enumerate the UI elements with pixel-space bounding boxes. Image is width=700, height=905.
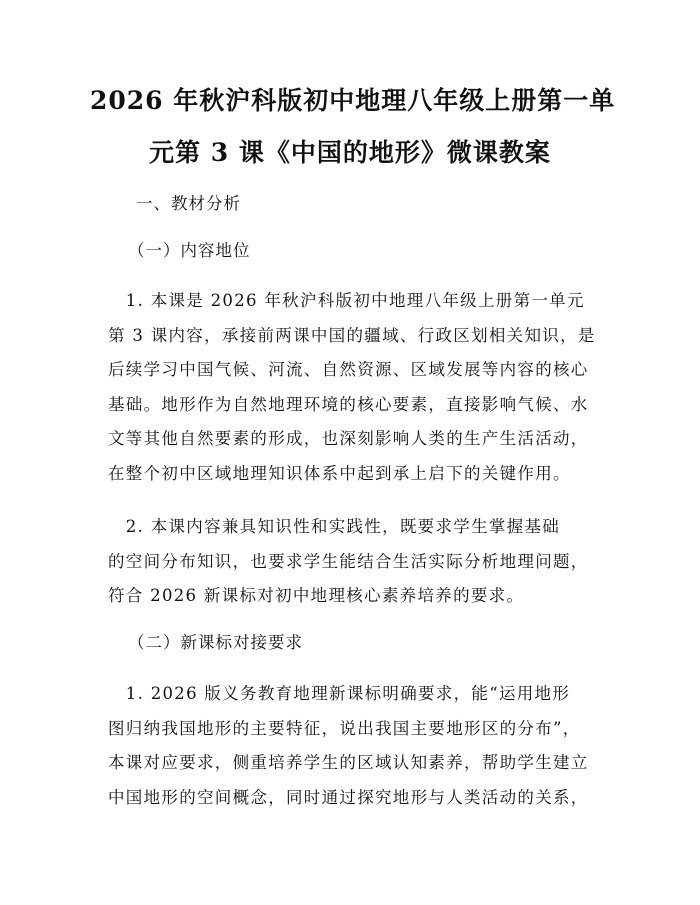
paragraph-curriculum-requirements-1 <box>108 677 608 815</box>
paragraph-line: 1. 2026 版义务教育地理新课标明确要求，能“运用地形 <box>108 684 571 703</box>
paragraph-line: 符合 2026 新课标对初中地理核心素养培养的要求。 <box>108 586 525 605</box>
paragraph-line: 2. 本课内容兼具知识性和实践性，既要求学生掌握基础 <box>108 517 561 536</box>
paragraph-line: 基础。地形作为自然地理环境的核心要素，直接影响气候、水 <box>108 394 589 414</box>
paragraph-line: 的空间分布知识，也要求学生能结合生活实际分析地理问题， <box>108 551 589 571</box>
subsection-heading-curriculum-requirements: （二）新课标对接要求 <box>128 633 303 652</box>
section-heading-teaching-material-analysis: 一、教材分析 <box>136 194 241 213</box>
paragraph-line: 图归纳我国地形的主要特征，说出我国主要地形区的分布”， <box>108 718 581 738</box>
paragraph-line: 在整个初中区域地理知识体系中起到承上启下的关键作用。 <box>108 463 571 483</box>
paragraph-content-position-2 <box>108 510 608 614</box>
paragraph-content-position-1 <box>108 284 608 491</box>
paragraph-line: 1. 本课是 2026 年秋沪科版初中地理八年级上册第一单元 <box>108 291 585 310</box>
paragraph-line: 第 3 课内容，承接前两课中国的疆域、行政区划相关知识，是 <box>108 325 596 345</box>
paragraph-line: 文等其他自然要素的形成，也深刻影响人类的生产生活活动， <box>108 429 589 448</box>
paragraph-line: 后续学习中国气候、河流、自然资源、区域发展等内容的核心 <box>108 360 589 379</box>
document-title-line-1: 2026 年秋沪科版初中地理八年级上册第一单 <box>90 86 616 115</box>
document-title-line-2: 元第 3 课《中国的地形》微课教案 <box>149 138 551 167</box>
subsection-heading-content-position: （一）内容地位 <box>128 241 251 260</box>
paragraph-line: 中国地形的空间概念，同时通过探究地形与人类活动的关系， <box>108 787 589 807</box>
paragraph-line: 本课对应要求，侧重培养学生的区域认知素养，帮助学生建立 <box>108 753 589 772</box>
